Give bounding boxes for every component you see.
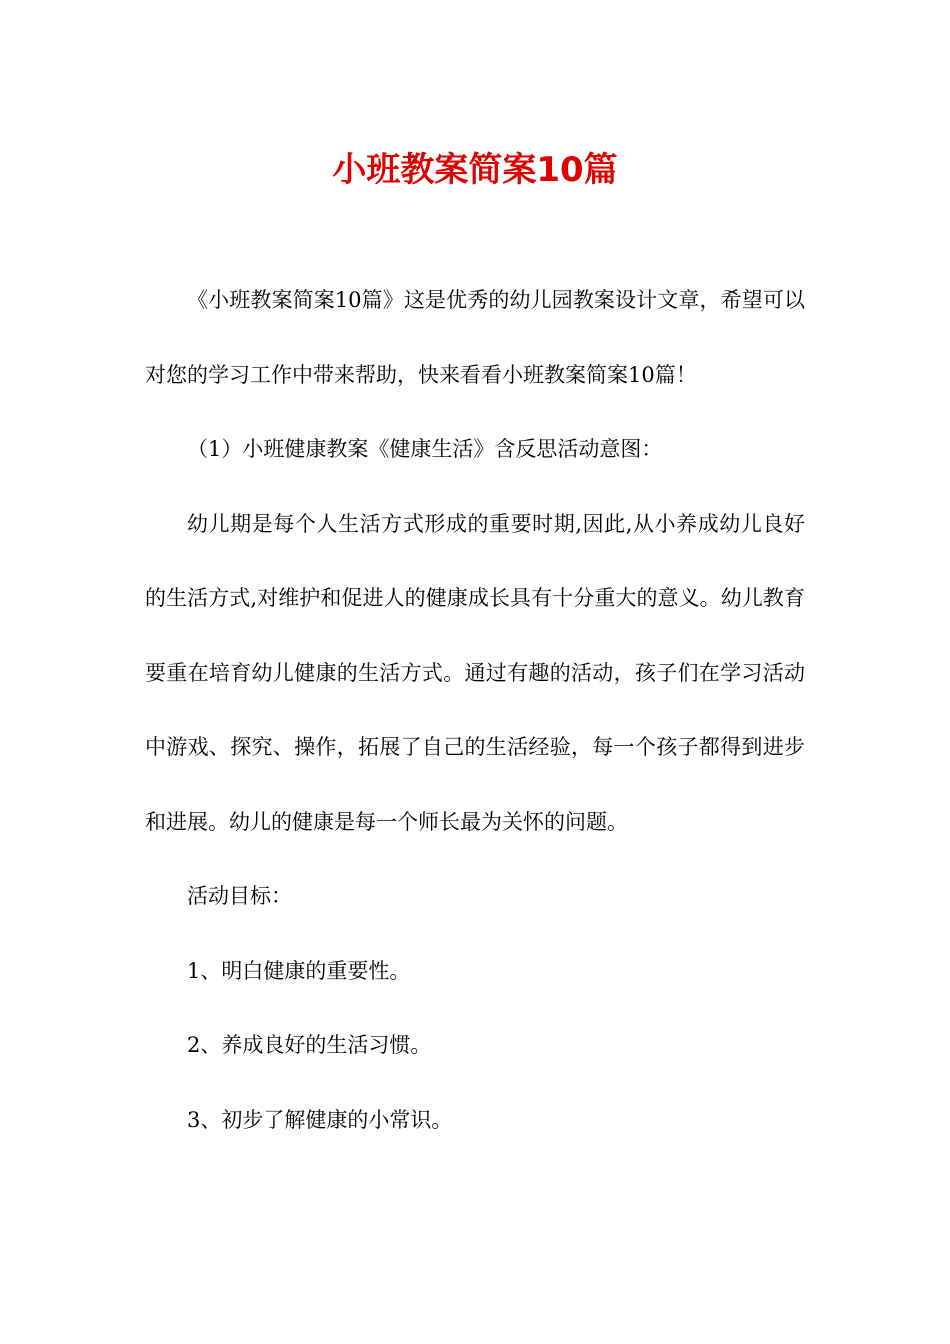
section-heading-paragraph: （1）小班健康教案《健康生活》含反思活动意图：	[187, 437, 663, 461]
intro-paragraph: 《小班教案简案10篇》这是优秀的幼儿园教案设计文章，希望可以对您的学习工作中带来帮助，快来看看小班教案简案10篇！	[145, 288, 805, 387]
activity-intent-paragraph: 幼儿期是每个人生活方式形成的重要时期,因此,从小养成幼儿良好的生活方式,对维护和促进人的健康成长具有十分重大的意义。幼儿教育要重在培育幼儿健康的生活方式。通过有趣的活动，孩子们在学习活动中游戏、探究、操作，拓展了自己的生活经验，每一个孩子都得到进步和进展。幼儿的健康是每一个师长最为关怀的问题。	[145, 511, 805, 834]
activity-goals-heading: 活动目标：	[187, 884, 292, 908]
goal-item-3: 3、初步了解健康的小常识。	[187, 1107, 453, 1132]
goal-item-2: 2、养成良好的生活习惯。	[187, 1033, 432, 1057]
document-body	[145, 263, 805, 1157]
goal-item-1: 1、明白健康的重要性。	[187, 958, 411, 983]
document-title: 小班教案简案10篇	[332, 150, 618, 190]
